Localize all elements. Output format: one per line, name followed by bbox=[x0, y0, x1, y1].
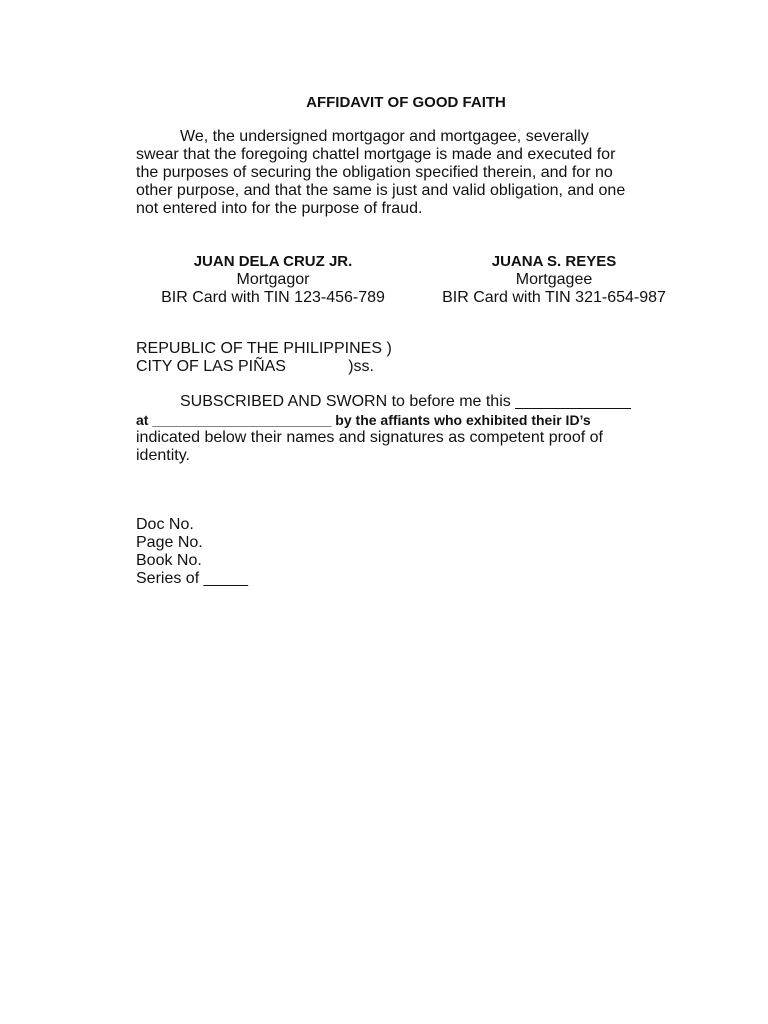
jurat-block bbox=[136, 393, 681, 465]
mortgagor-tin: BIR Card with TIN 123-456-789 bbox=[161, 289, 385, 306]
mortgagee-signature-block bbox=[426, 253, 682, 307]
venue-line: CITY OF LAS PIÑAS )ss. bbox=[136, 358, 374, 375]
book-number-label: Book No. bbox=[136, 552, 202, 569]
jurat-line: at _______________________ by the affiants who exhibited their ID’s bbox=[136, 412, 591, 428]
body-line: not entered into for the purpose of fraud. bbox=[136, 200, 423, 217]
jurat-line: SUBSCRIBED AND SWORN to before me this _____________ bbox=[180, 393, 631, 410]
mortgagor-signature-block bbox=[136, 253, 410, 307]
notarial-register-block bbox=[136, 516, 248, 588]
body-line: swear that the foregoing chattel mortgage is made and executed for bbox=[136, 146, 616, 163]
series-label: Series of _____ bbox=[136, 570, 249, 587]
affidavit-body bbox=[136, 128, 681, 218]
jurat-line: identity. bbox=[136, 447, 190, 464]
mortgagor-name: JUAN DELA CRUZ JR. bbox=[193, 253, 353, 270]
jurat-line: indicated below their names and signatures as competent proof of bbox=[136, 429, 603, 446]
body-line: We, the undersigned mortgagor and mortgagee, severally bbox=[180, 128, 589, 145]
doc-number-label: Doc No. bbox=[136, 516, 194, 533]
venue-line: REPUBLIC OF THE PHILIPPINES ) bbox=[136, 340, 392, 357]
mortgagee-tin: BIR Card with TIN 321-654-987 bbox=[442, 289, 666, 306]
document-title: AFFIDAVIT OF GOOD FAITH bbox=[306, 94, 506, 111]
page-number-label: Page No. bbox=[136, 534, 203, 551]
mortgagee-name: JUANA S. REYES bbox=[491, 253, 617, 270]
body-line: other purpose, and that the same is just and valid obligation, and one bbox=[136, 182, 626, 199]
body-line: the purposes of securing the obligation specified therein, and for no bbox=[136, 164, 613, 181]
venue-block bbox=[136, 340, 392, 376]
mortgagor-role: Mortgagor bbox=[236, 271, 310, 288]
mortgagee-role: Mortgagee bbox=[515, 271, 593, 288]
